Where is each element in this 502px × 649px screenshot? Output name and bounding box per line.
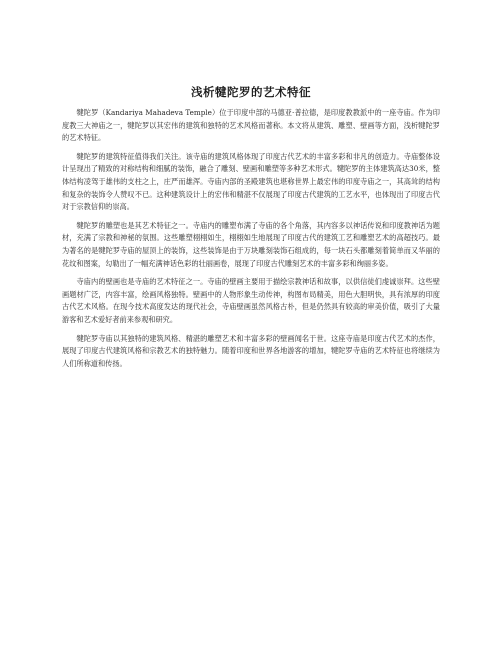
paragraph-intro: 犍陀罗（Kandariya Mahadeva Temple）位于印度中部的马德亚·普拉德，是印度教教派中的一座寺庙。作为印度教三大神庙之一，犍陀罗以其宏伟的建筑和独特的艺术风格而著称。本文将从建筑、雕塑、壁画等方面，浅析犍陀罗的艺术特征。 (62, 108, 440, 143)
paragraph-sculpture: 犍陀罗的雕塑也是其艺术特征之一。寺庙内的雕塑布满了寺庙的各个角落，其内容多以神话传说和印度教神话为题材，充满了宗教和神秘的氛围。这些雕塑栩栩如生，栩栩如生地展现了印度古代的建筑工艺和雕塑艺术的高超技巧。最为著名的是犍陀罗寺庙的屋顶上的装饰，这些装饰是由于万块雕刻装饰石组成的，每一块石头都雕刻着简单而又华丽的花纹和图案，勾勒出了一幅充满神话色彩的壮丽画卷，展现了印度古代雕刻艺术的丰富多彩和绚丽多姿。 (62, 220, 440, 268)
document-title: 浅析犍陀罗的艺术特征 (191, 85, 311, 99)
paragraph-conclusion: 犍陀罗寺庙以其独特的建筑风格、精湛的雕塑艺术和丰富多彩的壁画闻名于世。这座寺庙是印度古代艺术的杰作，展现了印度古代建筑风格和宗教艺术的独特魅力。随着印度和世界各地游客的增加，犍陀罗寺庙的艺术特征也将继续为人们所称道和传扬。 (62, 333, 440, 368)
paragraph-murals: 寺庙内的壁画也是寺庙的艺术特征之一。寺庙的壁画主要用于描绘宗教神话和故事，以供信徒们虔诚崇拜。这些壁画题材广泛，内容丰富，绘画风格独特。壁画中的人物形象生动传神，构图布局精美，用色大胆明快，具有浓厚的印度古代艺术风格。在现今技术高度发达的现代社会，寺庙壁画虽然风格古朴，但是仍然具有较高的审美价值，吸引了大量游客和艺术爱好者前来参观和研究。 (62, 277, 440, 324)
document-body (62, 107, 440, 376)
paragraph-architecture: 犍陀罗的建筑特征值得我们关注。该寺庙的建筑风格体现了印度古代艺术的丰富多彩和非凡的创造力。寺庙整体设计呈现出了精致的对称结构和细腻的装饰，融合了雕刻、壁画和雕塑等多种艺术形式。犍陀罗的主体建筑高达30米，整体结构凌驾于雄伟的支柱之上，庄严而雄浑。寺庙内部的圣殿建筑也堪称世界上最宏伟的印度寺庙之一，其高耸的结构和复杂的装饰令人赞叹不已。这种建筑设计上的宏伟和精湛不仅展现了印度古代建筑的工艺水平，也体现出了印度古代对于宗教信仰的崇高。 (62, 151, 440, 212)
